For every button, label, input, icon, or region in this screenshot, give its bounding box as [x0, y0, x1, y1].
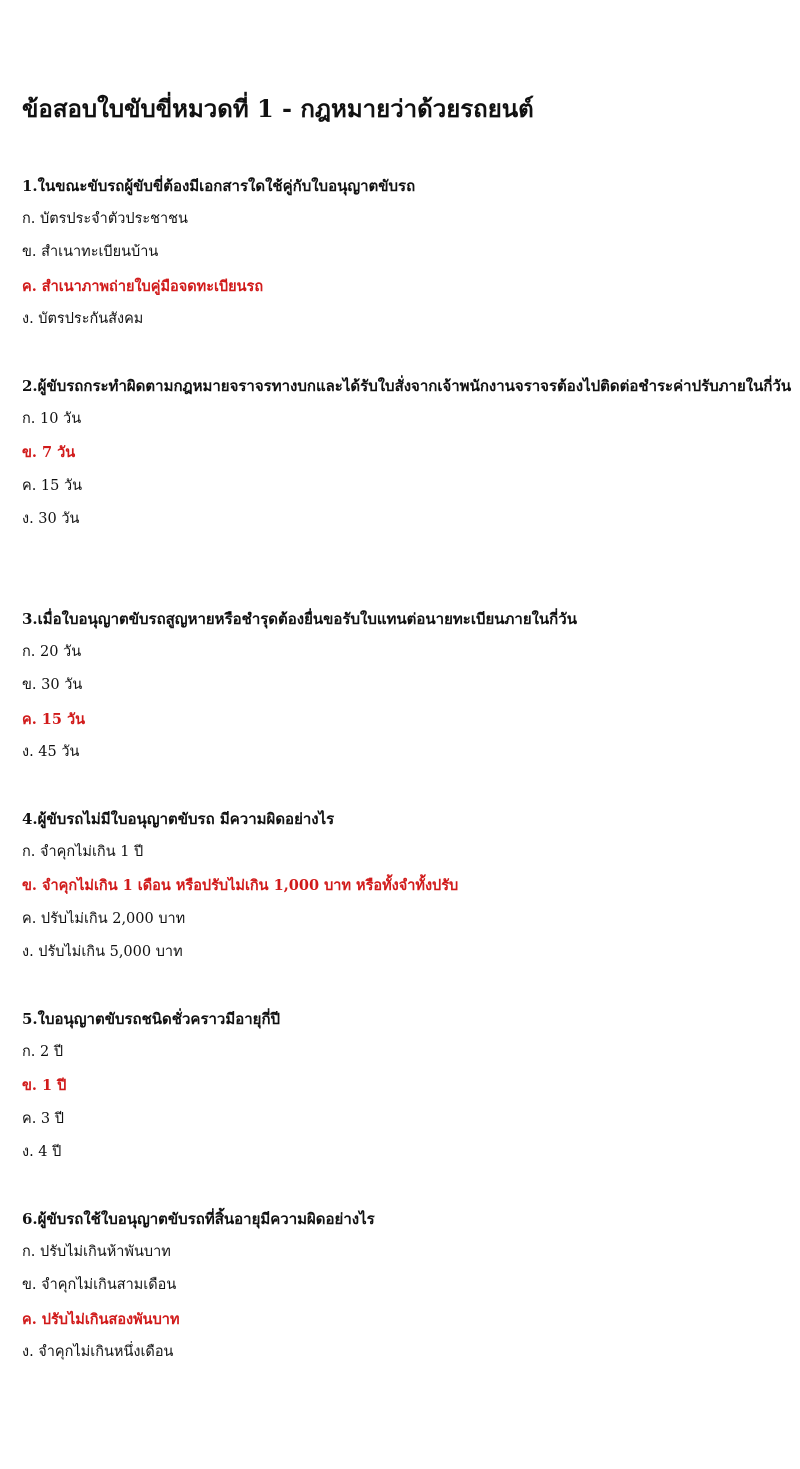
- question-text: 1.ในขณะขับรถผู้ขับขี่ต้องมีเอกสารใดใช้คู่กับใบอนุญาตขับรถ: [22, 177, 416, 195]
- option-b-correct: ข. 1 ปี: [22, 1077, 67, 1095]
- option-b: ข. จำคุกไม่เกินสามเดือน: [22, 1277, 177, 1294]
- question-1: [22, 170, 792, 337]
- question-text: 3.เมื่อใบอนุญาตขับรถสูญหายหรือชำรุดต้องยื่นขอรับใบแทนต่อนายทะเบียนภายในกี่วัน: [22, 610, 577, 628]
- option-c-correct: ค. สำเนาภาพถ่ายใบคู่มือจดทะเบียนรถ: [22, 277, 264, 295]
- question-2: [22, 370, 792, 537]
- option-d: ง. ปรับไม่เกิน 5,000 บาท: [22, 944, 183, 961]
- option-b-correct: ข. 7 วัน: [22, 444, 76, 462]
- option-b: ข. สำเนาทะเบียนบ้าน: [22, 244, 159, 261]
- question-6: [22, 1203, 792, 1370]
- option-a: ก. บัตรประจำตัวประชาชน: [22, 211, 188, 227]
- option-a: ก. 2 ปี: [22, 1044, 64, 1060]
- option-d: ง. 45 วัน: [22, 744, 80, 761]
- page-title: ข้อสอบใบขับขี่หมวดที่ 1 - กฎหมายว่าด้วยรถยนต์: [22, 94, 534, 123]
- option-c: ค. ปรับไม่เกิน 2,000 บาท: [22, 910, 186, 927]
- question-5: [22, 1003, 792, 1170]
- question-text: 4.ผู้ขับรถไม่มีใบอนุญาตขับรถ มีความผิดอย่างไร: [22, 810, 335, 828]
- option-a: ก. จำคุกไม่เกิน 1 ปี: [22, 844, 144, 860]
- option-b-correct: ข. จำคุกไม่เกิน 1 เดือน หรือปรับไม่เกิน 1,000 บาท หรือทั้งจำทั้งปรับ: [22, 877, 459, 895]
- option-c-correct: ค. ปรับไม่เกินสองพันบาท: [22, 1310, 180, 1328]
- question-4: [22, 803, 792, 970]
- option-b: ข. 30 วัน: [22, 677, 83, 694]
- option-c: ค. 3 ปี: [22, 1110, 64, 1127]
- question-text: 6.ผู้ขับรถใช้ใบอนุญาตขับรถที่สิ้นอายุมีความผิดอย่างไร: [22, 1210, 375, 1228]
- option-c: ค. 15 วัน: [22, 477, 83, 494]
- option-d: ง. บัตรประกันสังคม: [22, 311, 144, 328]
- option-d: ง. 30 วัน: [22, 511, 80, 528]
- option-c-correct: ค. 15 วัน: [22, 710, 86, 728]
- question-3: [22, 603, 792, 770]
- option-d: ง. 4 ปี: [22, 1144, 62, 1161]
- question-text: 2.ผู้ขับรถกระทำผิดตามกฎหมายจราจรทางบกและได้รับใบสั่งจากเจ้าพนักงานจราจรต้องไปติดต่อชำระค่าปรับภายในกี่วัน: [22, 377, 792, 395]
- option-a: ก. ปรับไม่เกินห้าพันบาท: [22, 1244, 171, 1260]
- question-text: 5.ใบอนุญาตขับรถชนิดชั่วคราวมีอายุกี่ปี: [22, 1010, 281, 1028]
- option-d: ง. จำคุกไม่เกินหนึ่งเดือน: [22, 1344, 174, 1361]
- option-a: ก. 20 วัน: [22, 644, 82, 660]
- option-a: ก. 10 วัน: [22, 411, 82, 427]
